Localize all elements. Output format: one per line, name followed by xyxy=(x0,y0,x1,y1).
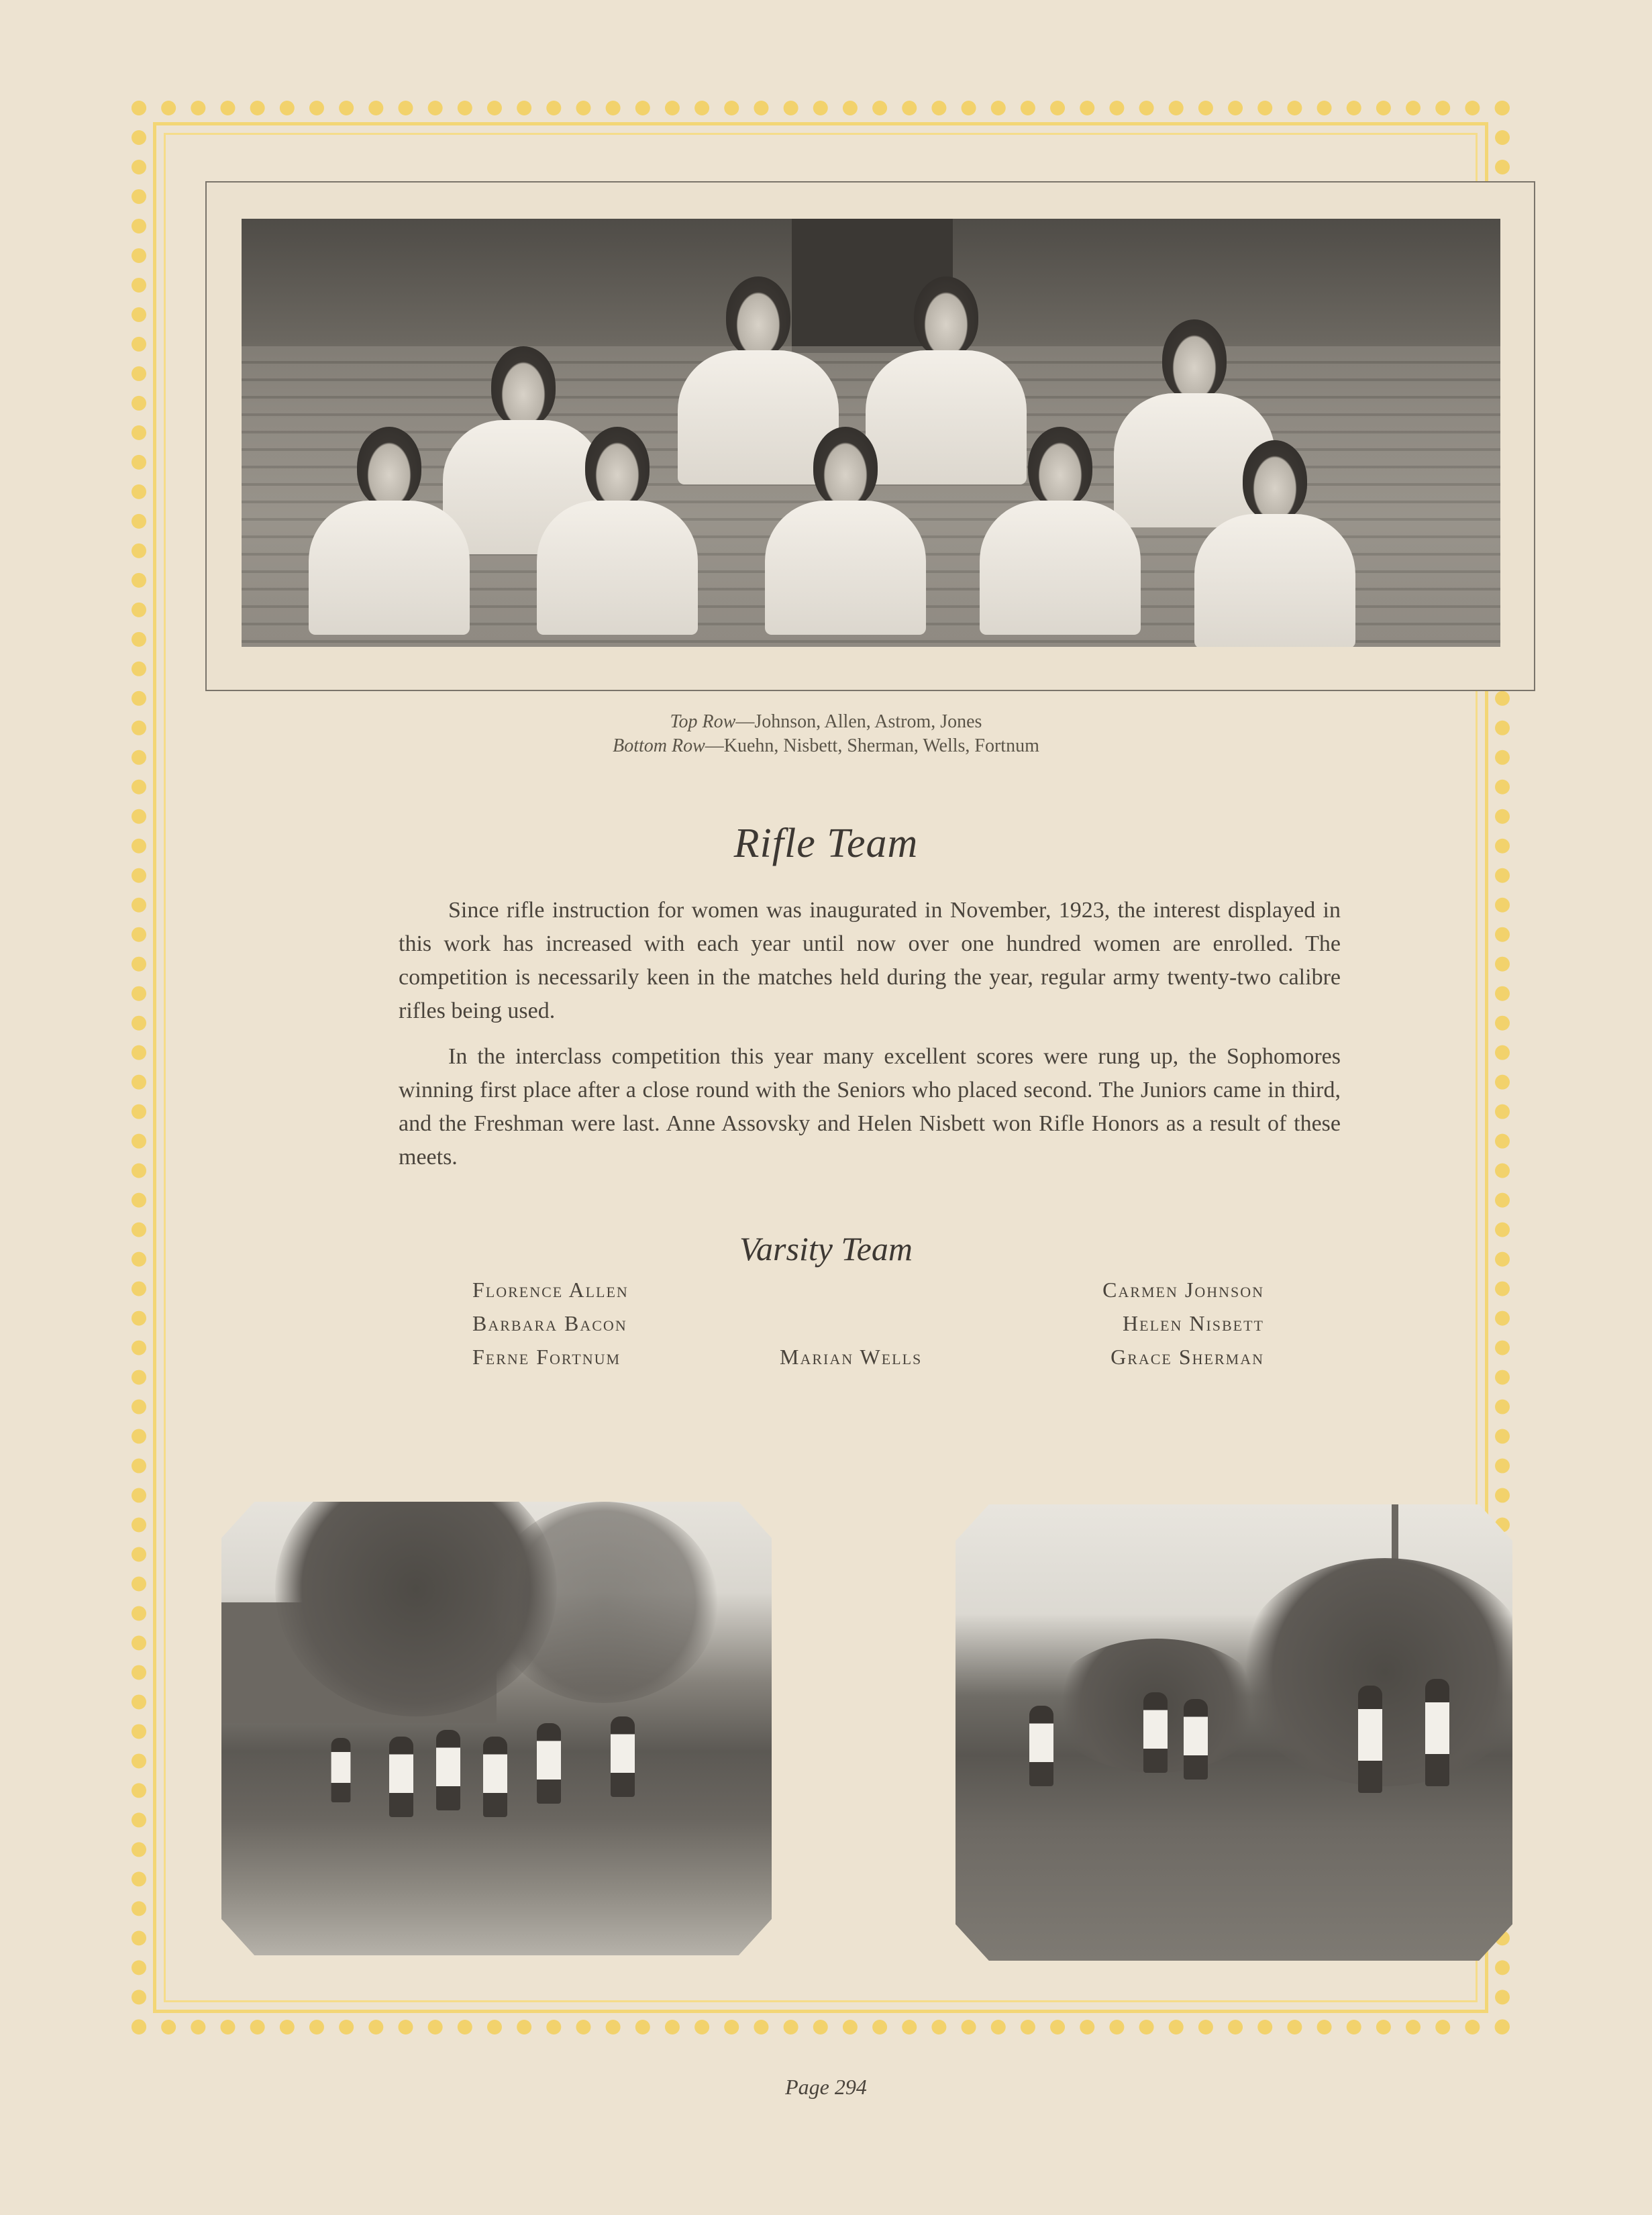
varsity-name: Florence Allen xyxy=(472,1278,629,1302)
caption-top-names: —Johnson, Allen, Astrom, Jones xyxy=(735,711,982,732)
photo-figure xyxy=(537,1723,561,1804)
varsity-name: Grace Sherman xyxy=(1111,1345,1264,1369)
photo-person xyxy=(537,427,698,615)
paragraph-2: In the interclass competition this year many excellent scores were rung up, the Sophomores winning first place after a close round with the Seniors who placed second. The Juniors came in third, and the Freshman were last. Anne Assovsky and Helen Nisbett won Rifle Honors as a result of these meets. xyxy=(399,1044,1341,1170)
caption-bottom-names: —Kuehn, Nisbett, Sherman, Wells, Fortnum xyxy=(705,735,1039,756)
caption-top-label: Top Row xyxy=(670,711,736,732)
photo-person xyxy=(765,427,926,615)
photo-tree xyxy=(490,1502,718,1703)
photo-figure xyxy=(1184,1699,1208,1780)
caption-bottom-label: Bottom Row xyxy=(613,735,705,756)
team-photo xyxy=(242,219,1500,647)
photo-figure xyxy=(483,1737,507,1817)
paragraph-1: Since rifle instruction for women was inaugurated in November, 1923, the interest displayed in this work has increased with each year until now over one hundred women are enrolled. The competition is necessarily keen in the matches held during the year, regular army twenty-two calibre rifles being used. xyxy=(399,898,1341,1023)
field-photo-left xyxy=(221,1502,772,1955)
photo-person xyxy=(980,427,1141,615)
photo-figure xyxy=(331,1738,351,1802)
photo-figure xyxy=(1425,1679,1449,1786)
photo-figure xyxy=(611,1716,635,1797)
varsity-name: Carmen Johnson xyxy=(1102,1278,1264,1302)
photo-figure xyxy=(1029,1706,1053,1786)
photo-person xyxy=(309,427,470,615)
photo-caption-bottom-row xyxy=(0,735,1652,757)
photo-caption-top-row xyxy=(0,711,1652,733)
varsity-name: Barbara Bacon xyxy=(472,1311,627,1335)
varsity-name: Ferne Fortnum xyxy=(472,1345,621,1369)
photo-figure xyxy=(1358,1686,1382,1793)
varsity-name: Helen Nisbett xyxy=(1123,1311,1264,1335)
varsity-name: Marian Wells xyxy=(780,1345,923,1369)
photo-figure xyxy=(1143,1692,1168,1773)
varsity-title: Varsity Team xyxy=(739,1230,913,1268)
photo-figure xyxy=(436,1730,460,1810)
photo-person xyxy=(1194,440,1355,628)
page-number: Page 294 xyxy=(785,2075,867,2099)
field-photo-right xyxy=(956,1504,1512,1961)
section-title: Rifle Team xyxy=(733,821,919,866)
photo-figure xyxy=(389,1737,413,1817)
